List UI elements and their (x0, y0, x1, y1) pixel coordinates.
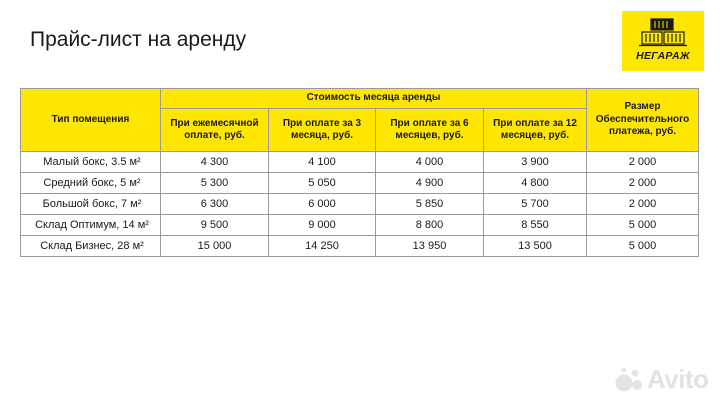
price-cell: 5 700 (484, 194, 587, 215)
price-table (20, 88, 699, 257)
header-room-type: Тип помещения (21, 89, 161, 152)
table-row (21, 215, 699, 236)
header-12-months: При оплате за 12 месяцев, руб. (484, 109, 587, 152)
room-type-cell: Средний бокс, 5 м² (21, 173, 161, 194)
price-cell: 13 950 (376, 236, 484, 257)
price-cell: 4 000 (376, 152, 484, 173)
table-row (21, 152, 699, 173)
header-3-months: При оплате за 3 месяца, руб. (269, 109, 376, 152)
room-type-cell: Склад Оптимум, 14 м² (21, 215, 161, 236)
container-stack-icon (637, 16, 689, 48)
logo-text: НЕГАРАЖ (636, 50, 690, 62)
price-cell: 6 300 (161, 194, 269, 215)
price-cell: 4 900 (376, 173, 484, 194)
deposit-cell: 2 000 (587, 194, 699, 215)
table-row (21, 173, 699, 194)
logo (622, 11, 704, 71)
avito-watermark (614, 362, 709, 396)
deposit-cell: 5 000 (587, 215, 699, 236)
deposit-cell: 2 000 (587, 152, 699, 173)
price-cell: 6 000 (269, 194, 376, 215)
price-cell: 8 800 (376, 215, 484, 236)
price-cell: 4 100 (269, 152, 376, 173)
header-monthly: При ежемесячной оплате, руб. (161, 109, 269, 152)
price-cell: 4 300 (161, 152, 269, 173)
deposit-cell: 5 000 (587, 236, 699, 257)
price-cell: 5 850 (376, 194, 484, 215)
room-type-cell: Склад Бизнес, 28 м² (21, 236, 161, 257)
price-cell: 13 500 (484, 236, 587, 257)
price-cell: 4 800 (484, 173, 587, 194)
price-cell: 8 550 (484, 215, 587, 236)
avito-text: Avito (647, 363, 709, 394)
price-cell: 9 500 (161, 215, 269, 236)
price-cell: 14 250 (269, 236, 376, 257)
price-cell: 5 300 (161, 173, 269, 194)
price-cell: 15 000 (161, 236, 269, 257)
header-monthly-cost: Стоимость месяца аренды (161, 89, 587, 109)
price-cell: 3 900 (484, 152, 587, 173)
room-type-cell: Большой бокс, 7 м² (21, 194, 161, 215)
price-cell: 9 000 (269, 215, 376, 236)
table-row (21, 194, 699, 215)
table-row (21, 236, 699, 257)
header-deposit: Размер Обеспечительного платежа, руб. (587, 89, 699, 152)
page-title: Прайс-лист на аренду (30, 28, 247, 51)
avito-dots-icon (614, 364, 644, 394)
header-6-months: При оплате за 6 месяцев, руб. (376, 109, 484, 152)
deposit-cell: 2 000 (587, 173, 699, 194)
price-cell: 5 050 (269, 173, 376, 194)
room-type-cell: Малый бокс, 3.5 м² (21, 152, 161, 173)
